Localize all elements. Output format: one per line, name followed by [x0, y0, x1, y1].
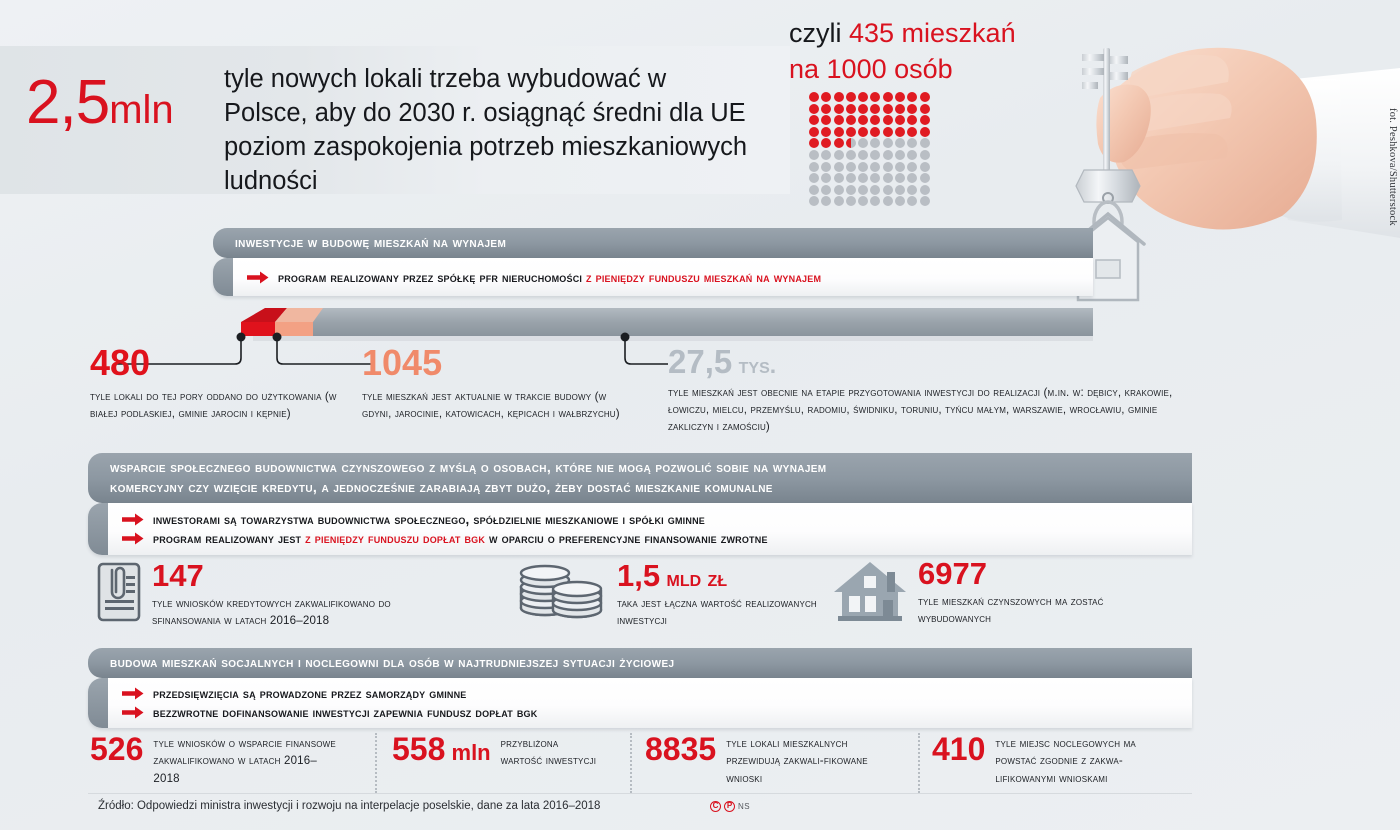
ratio-prefix: czyli	[789, 18, 849, 48]
bottom-stat-558-desc: przybliżona wartość inwestycji	[500, 738, 597, 768]
source-note: Źródło: Odpowiedzi ministra inwestycji i rozwoju na interpelacje poselskie, dane za lata 2016–2018	[98, 800, 601, 812]
matrix-dot	[834, 138, 844, 148]
matrix-dot	[846, 104, 856, 114]
section-1-bullets	[213, 258, 1093, 296]
section-3-bullet-2-text: bezzwrotne dofinansowanie inwestycji zapewnia fundusz dopłat bgk	[153, 705, 538, 720]
matrix-dot	[809, 138, 819, 148]
matrix-dot	[920, 104, 930, 114]
icon-stat-6977-value: 6977	[918, 556, 987, 591]
matrix-dot	[858, 104, 868, 114]
matrix-dot	[870, 104, 880, 114]
ratio-line1: 435 mieszkań	[849, 18, 1016, 48]
matrix-dot	[920, 127, 930, 137]
matrix-dot	[858, 196, 868, 206]
matrix-dot	[821, 127, 831, 137]
matrix-dot	[895, 92, 905, 102]
section-2-header	[88, 453, 1192, 503]
matrix-dot	[895, 115, 905, 125]
matrix-dot	[883, 127, 893, 137]
matrix-dot	[846, 173, 856, 183]
stat-275-suffix: tys.	[732, 352, 777, 378]
matrix-dot	[907, 196, 917, 206]
section-2-bullet-1	[88, 512, 1192, 527]
section-3-bullets	[88, 678, 1192, 728]
matrix-dot	[858, 115, 868, 125]
matrix-dot	[920, 185, 930, 195]
matrix-dot	[907, 104, 917, 114]
matrix-dot	[809, 104, 819, 114]
matrix-dot	[846, 162, 856, 172]
matrix-dot	[907, 162, 917, 172]
matrix-dot	[858, 127, 868, 137]
matrix-dot	[895, 127, 905, 137]
matrix-dot	[895, 104, 905, 114]
divider-2	[630, 733, 632, 793]
arrow-right-icon	[247, 271, 269, 284]
matrix-dot	[846, 127, 856, 137]
matrix-dot	[907, 127, 917, 137]
matrix-dot	[883, 138, 893, 148]
stat-480-desc: tyle lokali do tej pory oddano do użytkowania (w białej podlaskiej, gminie jarocin i kępnie)	[90, 390, 337, 420]
bottom-stat-526	[90, 731, 350, 788]
bottom-stat-410-value: 410	[932, 731, 986, 767]
section-1-header	[213, 228, 1093, 258]
matrix-dot	[870, 150, 880, 160]
matrix-dot	[821, 115, 831, 125]
matrix-dot	[809, 173, 819, 183]
matrix-dot	[920, 92, 930, 102]
matrix-dot	[907, 185, 917, 195]
divider-1	[375, 733, 377, 793]
arrow-right-icon	[122, 532, 144, 545]
matrix-dot	[883, 185, 893, 195]
stat-275-desc: tyle mieszkań jest obecnie na etapie przygotowania inwestycji do realizacji (m.in. w: dębicy, krakowie, łowiczu, mielcu, przemyślu, radomiu, świdniku, toruniu, tyńcu małym, warszawie, wrocławiu, gminie zakliczyn i zamościu)	[668, 386, 1173, 433]
matrix-dot	[920, 162, 930, 172]
icon-stat-15-mld	[515, 560, 827, 630]
matrix-dot	[858, 92, 868, 102]
section-3-header	[88, 648, 1192, 678]
matrix-dot	[821, 162, 831, 172]
matrix-dot	[907, 92, 917, 102]
icon-stat-147-value: 147	[152, 558, 204, 593]
arrow-right-icon	[122, 706, 144, 719]
icon-stat-147-desc: tyle wniosków kredytowych zakwalifikowano do sfinansowania w latach 2016–2018	[152, 597, 391, 627]
ns-logo: NS	[738, 802, 751, 811]
matrix-dot	[858, 185, 868, 195]
matrix-dot	[834, 127, 844, 137]
icon-stat-15-desc: taka jest łączna wartość realizowanych inwestycji	[617, 597, 817, 627]
icon-stat-6977	[832, 558, 1138, 628]
matrix-dot	[821, 185, 831, 195]
section-3-header-text: budowa mieszkań socjalnych i noclegowni dla osób w najtrudniejszej sytuacji życiowej	[110, 654, 675, 671]
bottom-stat-526-value: 526	[90, 731, 144, 767]
matrix-dot	[834, 173, 844, 183]
bottom-stat-410	[932, 731, 1202, 788]
matrix-dot	[846, 92, 856, 102]
stat-275-value: 27,5	[668, 343, 733, 380]
stat-480-value: 480	[90, 342, 151, 383]
section-3-bullet-1-text: przedsięwzięcia są prowadzone przez samorządy gminne	[153, 686, 467, 701]
matrix-dot	[883, 162, 893, 172]
matrix-dot	[907, 173, 917, 183]
matrix-dot	[834, 162, 844, 172]
matrix-dot	[846, 196, 856, 206]
section-1-bullet-1-highlight: z pieniędzy funduszu mieszkań na wynajem	[586, 269, 822, 285]
section-3-bullet-2	[88, 705, 1192, 720]
section-1-header-text: inwestycje w budowę mieszkań na wynajem	[235, 234, 507, 251]
hero-description: tyle nowych lokali trzeba wybudować w Polsce, aby do 2030 r. osiągnąć średni dla UE poziom zaspokojenia potrzeb mieszkaniowych ludności	[224, 65, 748, 196]
house-icon	[832, 558, 908, 622]
matrix-dot	[870, 173, 880, 183]
ratio-line2: na 1000 osób	[789, 53, 953, 84]
divider-3	[918, 733, 920, 793]
matrix-dot	[883, 150, 893, 160]
matrix-dot	[883, 115, 893, 125]
matrix-dot	[907, 138, 917, 148]
hero-number-unit: mln	[109, 88, 174, 132]
icon-stat-15-value: 1,5	[617, 558, 661, 593]
stat-1045-desc: tyle mieszkań jest aktualnie w trakcie budowy (w gdyni, jarocinie, katowicach, kępicach i wałbrzychu)	[362, 390, 620, 420]
stat-1045-value: 1045	[362, 342, 443, 383]
section-2	[88, 453, 1192, 555]
section-1-bullet-1-text: program realizowany przez spółkę pfr nieruchomości	[278, 269, 587, 285]
matrix-dot	[821, 196, 831, 206]
matrix-dot	[895, 150, 905, 160]
matrix-dot	[834, 115, 844, 125]
bottom-stat-558-unit: mln	[445, 740, 491, 765]
shelf-cap	[213, 258, 233, 296]
document-clip-icon	[96, 560, 142, 622]
matrix-dot	[907, 150, 917, 160]
matrix-dot	[858, 150, 868, 160]
matrix-dot	[895, 138, 905, 148]
matrix-dot	[809, 162, 819, 172]
matrix-dot	[870, 138, 880, 148]
matrix-dot	[907, 115, 917, 125]
matrix-dot	[821, 150, 831, 160]
matrix-dot	[809, 185, 819, 195]
matrix-dot	[834, 92, 844, 102]
stat-1045	[362, 342, 632, 423]
matrix-dot	[809, 127, 819, 137]
matrix-dot	[920, 150, 930, 160]
matrix-dot	[920, 173, 930, 183]
copyright-c-icon: C	[710, 801, 721, 812]
icon-stat-6977-desc: tyle mieszkań czynszowych ma zostać wybudowanych	[918, 595, 1104, 625]
dot-matrix-chart	[809, 92, 932, 208]
matrix-dot	[920, 138, 930, 148]
matrix-dot	[858, 138, 868, 148]
hero-number-value: 2,5	[26, 68, 110, 137]
shelf-cap	[88, 678, 108, 728]
section-2-bullet-2-prefix: program realizowany jest	[153, 531, 306, 546]
matrix-dot	[821, 92, 831, 102]
matrix-dot	[834, 150, 844, 160]
section-3-bullet-1	[88, 686, 1192, 701]
bottom-stat-8835	[645, 731, 915, 788]
footer-rule	[88, 793, 1192, 794]
arrow-right-icon	[122, 513, 144, 526]
matrix-dot	[846, 185, 856, 195]
section-2-header-line1: wsparcie społecznego budownictwa czynszowego z myślą o osobach, które nie mogą pozwolić sobie na wynajem	[110, 460, 827, 476]
hero-headline-number	[26, 68, 174, 137]
photo-credit: fot. Peshkova/Shutterstock	[1387, 108, 1398, 226]
section-2-bullets	[88, 503, 1192, 555]
matrix-dot	[858, 173, 868, 183]
matrix-dot	[870, 185, 880, 195]
matrix-dot	[870, 162, 880, 172]
matrix-dot	[870, 196, 880, 206]
copyright-marks	[710, 801, 750, 812]
matrix-dot	[809, 92, 819, 102]
stat-480	[90, 342, 340, 423]
bottom-stat-8835-desc: tyle lokali mieszkalnych przewidują zakwali-fikowane wnioski	[726, 738, 868, 785]
section-2-header-text	[88, 458, 826, 498]
section-2-bullet-2-highlight: z pieniędzy funduszu dopłat bgk	[305, 531, 486, 546]
matrix-dot	[895, 173, 905, 183]
matrix-dot	[834, 104, 844, 114]
matrix-dot	[809, 150, 819, 160]
section-2-bullet-2	[88, 531, 1192, 546]
matrix-dot	[883, 173, 893, 183]
bottom-stat-558-mln	[392, 731, 622, 771]
matrix-dot	[821, 138, 831, 148]
shelf-cap	[88, 503, 108, 555]
section-3	[88, 648, 1192, 728]
matrix-dot	[870, 115, 880, 125]
section-1	[213, 228, 1093, 296]
matrix-dot	[883, 104, 893, 114]
matrix-dot	[846, 150, 856, 160]
matrix-dot	[821, 104, 831, 114]
matrix-dot	[895, 162, 905, 172]
bottom-stat-8835-value: 8835	[645, 731, 717, 767]
matrix-dot	[920, 196, 930, 206]
matrix-dot	[883, 196, 893, 206]
matrix-dot	[834, 185, 844, 195]
matrix-dot	[883, 92, 893, 102]
matrix-dot	[846, 115, 856, 125]
matrix-dot	[920, 115, 930, 125]
matrix-dot	[821, 173, 831, 183]
coins-stack-icon	[515, 560, 607, 622]
section-2-bullet-1-text: inwestorami są towarzystwa budownictwa społecznego, spółdzielnie mieszkaniowe i spółki gminne	[153, 512, 705, 527]
bottom-stat-558-value: 558	[392, 731, 446, 767]
matrix-dot	[870, 92, 880, 102]
matrix-dot	[895, 196, 905, 206]
bottom-stat-410-desc: tyle miejsc noclegowych ma powstać zgodnie z zakwa-lifikowanymi wnioskami	[995, 738, 1136, 785]
stat-275-tys	[668, 345, 1198, 435]
matrix-dot	[846, 138, 856, 148]
bottom-stat-526-desc: tyle wniosków o wsparcie finansowe zakwalifikowano w latach 2016–2018	[153, 738, 336, 785]
section-2-header-line2: komercyjny czy wzięcie kredytu, a jednocześnie zarabiają zbyt dużo, żeby dostać mieszkanie komunalne	[110, 480, 773, 497]
copyright-p-icon: P	[724, 801, 735, 812]
icon-stat-15-unit: mld zł	[660, 565, 728, 591]
matrix-dot	[809, 115, 819, 125]
arrow-right-icon	[122, 687, 144, 700]
section-1-bullet-1	[213, 270, 821, 285]
matrix-dot	[895, 185, 905, 195]
matrix-dot	[870, 127, 880, 137]
matrix-dot	[858, 162, 868, 172]
matrix-dot	[809, 196, 819, 206]
icon-stat-147	[96, 560, 452, 630]
section-2-bullet-2-suffix: w oparciu o preferencyjne finansowanie zwrotne	[485, 531, 768, 546]
matrix-dot	[834, 196, 844, 206]
